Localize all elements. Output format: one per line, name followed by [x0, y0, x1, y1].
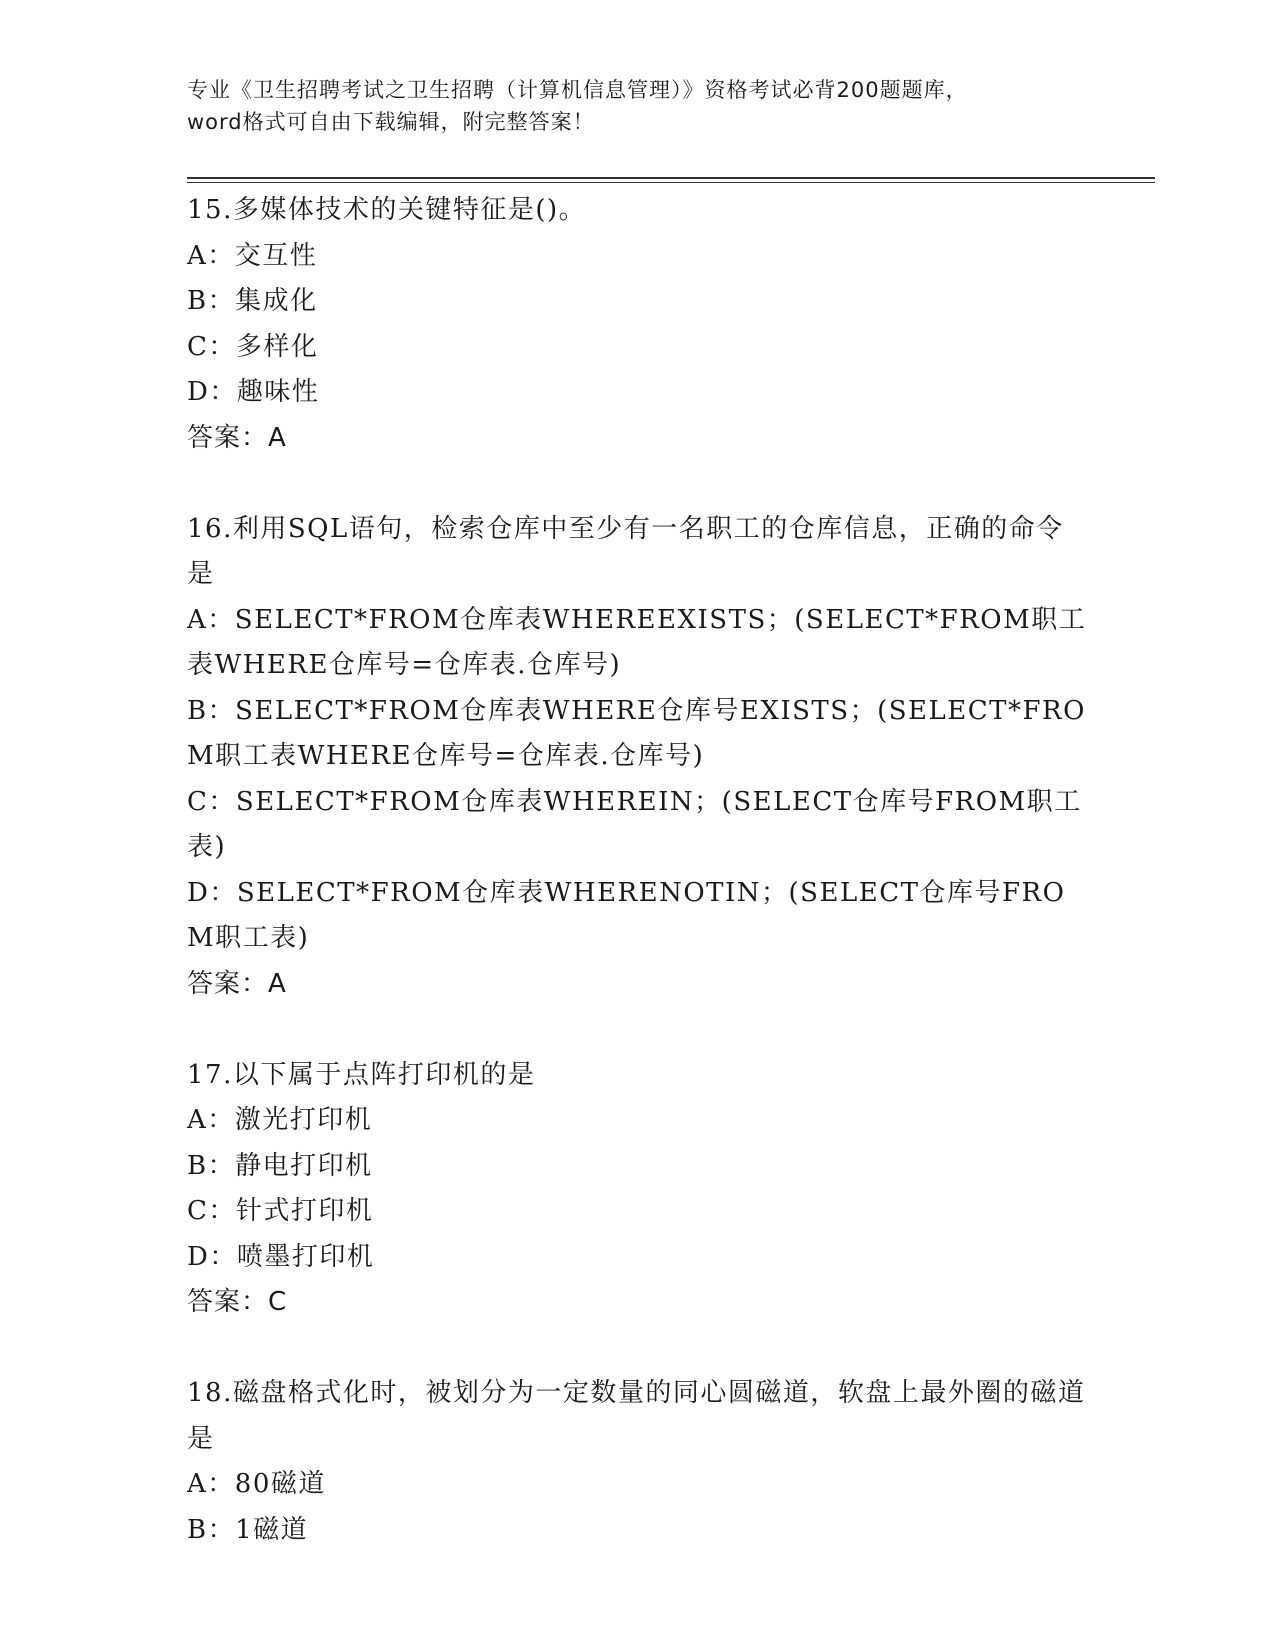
option-d: D：喷墨打印机	[187, 1241, 375, 1272]
question-18	[187, 1371, 1087, 1553]
header-title-line-2: word格式可自由下载编辑，附完整答案！	[187, 110, 595, 134]
option-c: C：针式打印机	[187, 1196, 374, 1226]
option-d: D：趣味性	[187, 377, 320, 407]
option-d: D：SELECT*FROM仓库表WHERENOTIN；(SELECT仓库号FROM职工表)	[187, 877, 1066, 953]
answer: 答案：C	[187, 1287, 288, 1317]
question-stem: 16.利用SQL语句，检索仓库中至少有一名职工的仓库信息，正确的命令是	[187, 513, 1064, 589]
question-15	[187, 188, 1087, 461]
question-16	[187, 507, 1087, 1008]
option-b: B：SELECT*FROM仓库表WHERE仓库号EXISTS；(SELECT*FROM职工表WHERE仓库号=仓库表.仓库号)	[187, 695, 1086, 771]
option-b: B：集成化	[187, 286, 318, 316]
header-divider	[187, 177, 1155, 183]
header-title-line-1: 专业《卫生招聘考试之卫生招聘（计算机信息管理）》资格考试必背200题题库，	[187, 78, 968, 102]
answer: 答案：A	[187, 422, 287, 453]
option-b: B：1磁道	[187, 1514, 309, 1545]
question-stem: 15.多媒体技术的关键特征是()。	[187, 195, 587, 225]
option-a: A：SELECT*FROM仓库表WHEREEXISTS；(SELECT*FROM职工表WHERE仓库号=仓库表.仓库号)	[187, 604, 1087, 680]
option-c: C：多样化	[187, 331, 319, 362]
question-stem: 17.以下属于点阵打印机的是	[187, 1059, 536, 1090]
option-b: B：静电打印机	[187, 1150, 373, 1181]
option-a: A：激光打印机	[187, 1105, 373, 1135]
question-stem: 18.磁盘格式化时，被划分为一定数量的同心圆磁道，软盘上最外圈的磁道是	[187, 1378, 1086, 1454]
option-c: C：SELECT*FROM仓库表WHEREIN；(SELECT仓库号FROM职工表)	[187, 786, 1082, 862]
question-17	[187, 1053, 1087, 1326]
question-list	[187, 188, 1087, 1553]
answer: 答案：A	[187, 968, 287, 999]
option-a: A：交互性	[187, 240, 318, 271]
option-a: A：80磁道	[187, 1469, 326, 1499]
document-header	[187, 74, 1087, 138]
